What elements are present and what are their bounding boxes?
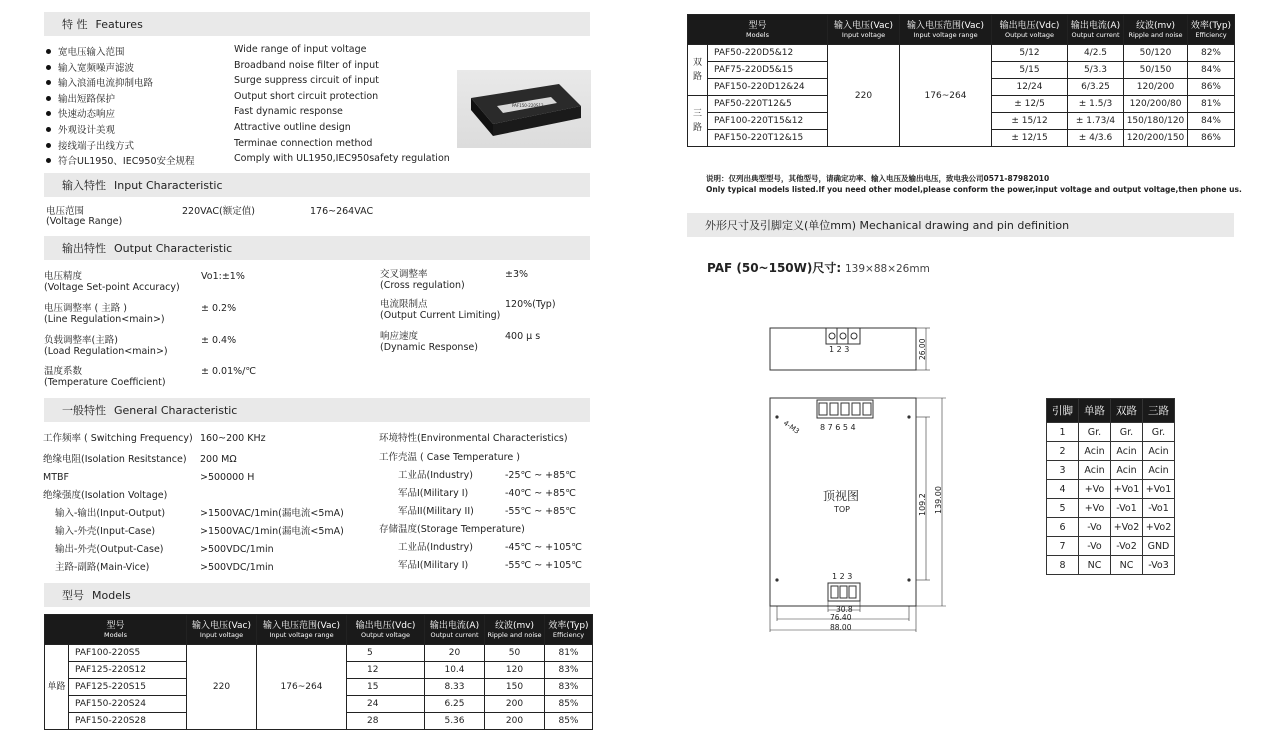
pin-header-cell: 双路	[1111, 399, 1143, 423]
feature-item-cn	[46, 106, 115, 120]
output-current-cell: 5.36	[425, 713, 485, 730]
model-cell: PAF100-220T15&12	[708, 113, 828, 130]
efficiency-cell: 85%	[545, 713, 593, 730]
pin-cell: 8	[1047, 556, 1079, 575]
hdr-model-cn: 型号	[106, 620, 125, 631]
ripple-cell: 120	[485, 662, 545, 679]
ripple-cell: 50/120	[1124, 45, 1188, 62]
pin-cell: 3	[1047, 461, 1079, 480]
output-current-cell: 10.4	[425, 662, 485, 679]
pin-cell: Acin	[1079, 442, 1111, 461]
general-param-value: 200 MΩ	[200, 454, 237, 465]
paf-size-label: PAF (50~150W)尺寸:	[707, 261, 842, 275]
model-cell: PAF125-220S12	[69, 662, 187, 679]
pin-cell: -Vo1	[1143, 499, 1175, 518]
multi-models-header-row	[688, 15, 1235, 45]
pin-cell: +Vo2	[1111, 518, 1143, 537]
output-current-cell: 20	[425, 645, 485, 662]
hdr2-vout-en: Output voltage	[1005, 30, 1054, 39]
pin-cell: Acin	[1143, 442, 1175, 461]
hdr-iout-en: Output current	[430, 630, 479, 639]
hdr-model-en: Models	[104, 630, 127, 639]
general-param-value: -45℃ ~ +105℃	[505, 542, 582, 553]
model-cell: PAF150-220D12&24	[708, 79, 828, 96]
feature-item-cn	[46, 75, 153, 89]
hdr-iout-cn: 输出电流(A)	[429, 620, 480, 631]
pin-cell: NC	[1111, 556, 1143, 575]
side-pin-numbers: 1 2 3	[829, 345, 850, 354]
output-param-value: ± 0.01%/℃	[201, 366, 257, 377]
feature-label-en: Comply with UL1950,IEC950safety regulation	[234, 153, 450, 165]
general-param-value: 160~200 KHz	[200, 433, 266, 444]
hdr-eff-en: Efficiency	[552, 630, 585, 639]
pin-cell: 1	[1047, 423, 1079, 442]
output-param-cn: 响应速度	[380, 331, 419, 342]
pin-definition-table	[1046, 398, 1175, 575]
output-current-cell: 8.33	[425, 679, 485, 696]
model-cell: PAF150-220S24	[69, 696, 187, 713]
feature-item-cn	[46, 44, 125, 58]
output-param-cn: 交叉调整率	[380, 269, 428, 280]
ripple-cell: 50/150	[1124, 62, 1188, 79]
top-pin-numbers: 8 7 6 5 4	[820, 423, 856, 432]
output-param-en: (Cross regulation)	[380, 280, 465, 291]
feature-label-en: Output short circuit protection	[234, 90, 379, 102]
models-section-bar	[44, 583, 590, 607]
general-param-label: 工业品(Industry)	[398, 470, 473, 481]
table-row	[688, 45, 1235, 62]
ripple-cell: 150	[485, 679, 545, 696]
hdr-ripple-en: Ripple and noise	[487, 630, 542, 639]
table-row	[1047, 537, 1175, 556]
mount-hole-bl	[775, 578, 778, 581]
ripple-cell: 200	[485, 696, 545, 713]
dim-30: 30.8	[836, 605, 853, 614]
hdr2-eff-cn: 效率(Typ)	[1190, 20, 1232, 31]
output-param-value: ± 0.2%	[201, 303, 237, 314]
output-title-en: Output Characteristic	[114, 241, 233, 255]
pin-cell: Gr.	[1111, 423, 1143, 442]
dim-26: 26.00	[918, 338, 927, 360]
input-voltage-range-label-en: (Voltage Range)	[46, 216, 123, 227]
feature-label-en: Attractive outline design	[234, 122, 351, 133]
pin-cell: GND	[1143, 537, 1175, 556]
efficiency-cell: 81%	[1188, 96, 1235, 113]
dim-139: 139.00	[934, 486, 943, 514]
general-param-value: >500VDC/1min	[200, 562, 274, 573]
model-cell: PAF125-220S15	[69, 679, 187, 696]
output-param-value: 120%(Typ)	[505, 299, 556, 310]
ripple-cell: 150/180/120	[1124, 113, 1188, 130]
model-cell: PAF100-220S5	[69, 645, 187, 662]
output-current-cell: ± 1.73/4	[1068, 113, 1124, 130]
model-cell: PAF150-220S28	[69, 713, 187, 730]
efficiency-cell: 83%	[545, 662, 593, 679]
general-param-value: >1500VAC/1min(漏电流<5mA)	[200, 508, 344, 519]
bullet-dot-icon	[46, 143, 51, 148]
model-cell: PAF50-220T12&5	[708, 96, 828, 113]
bullet-dot-icon	[46, 158, 51, 163]
feature-label-cn: 快速动态响应	[58, 109, 116, 121]
input-voltage-cell: 220	[187, 645, 257, 730]
input-title-cn: 输入特性	[62, 179, 106, 192]
bullet-dot-icon	[46, 127, 51, 132]
hdr-range-cn: 输入电压范围(Vac)	[263, 620, 340, 631]
table-row	[1047, 480, 1175, 499]
output-voltage-cell: 28	[347, 713, 425, 730]
mount-hole-label: 4-M3	[781, 419, 801, 436]
output-voltage-cell: 12	[347, 662, 425, 679]
output-param-value: ±3%	[505, 269, 529, 280]
hdr2-model-en: Models	[746, 30, 769, 39]
pin-cell: 7	[1047, 537, 1079, 556]
pin-cell: Acin	[1111, 461, 1143, 480]
group-label: 单路	[45, 645, 69, 730]
general-param-value: -55℃ ~ +105℃	[505, 560, 582, 571]
pin-cell: -Vo1	[1111, 499, 1143, 518]
pin-cell: 4	[1047, 480, 1079, 499]
ripple-cell: 120/200/150	[1124, 130, 1188, 147]
model-cell: PAF150-220T12&15	[708, 130, 828, 147]
output-param-en: (Voltage Set-point Accuracy)	[44, 282, 180, 293]
hdr2-range-en: Input voltage range	[913, 30, 978, 39]
model-cell: PAF75-220D5&15	[708, 62, 828, 79]
feature-label-cn: 输入宽频噪声滤波	[58, 62, 135, 74]
feature-label-en: Fast dynamic response	[234, 106, 343, 118]
feature-label-cn: 接线端子出线方式	[58, 140, 135, 152]
general-param-label: 工作壳温 ( Case Temperature )	[379, 452, 520, 463]
pin-header-cell: 单路	[1079, 399, 1111, 423]
output-current-cell: 4/2.5	[1068, 45, 1124, 62]
hdr-vout-cn: 输出电压(Vdc)	[355, 620, 416, 631]
general-param-label: 输入-输出(Input-Output)	[55, 508, 166, 519]
output-current-cell: 6.25	[425, 696, 485, 713]
output-current-cell: ± 4/3.6	[1068, 130, 1124, 147]
output-param-cn: 电压精度	[44, 271, 83, 282]
output-param-en: (Load Regulation<main>)	[44, 346, 168, 357]
efficiency-cell: 86%	[1188, 130, 1235, 147]
feature-label-en: Wide range of input voltage	[234, 44, 367, 55]
pin-cell: +Vo2	[1143, 518, 1175, 537]
mount-hole-tr	[907, 415, 910, 418]
hdr2-model-cn: 型号	[748, 20, 767, 31]
efficiency-cell: 84%	[1188, 113, 1235, 130]
mount-hole-tl	[775, 415, 778, 418]
hdr-vin-cn: 输入电压(Vac)	[192, 620, 251, 631]
general-param-value: -25℃ ~ +85℃	[505, 470, 576, 481]
hdr2-ripple-en: Ripple and noise	[1128, 30, 1183, 39]
general-param-label: 军品I(Military I)	[398, 488, 469, 499]
pin-cell: +Vo	[1079, 499, 1111, 518]
output-param-value: Vo1:±1%	[201, 271, 245, 282]
efficiency-cell: 81%	[545, 645, 593, 662]
hdr2-vin-cn: 输入电压(Vac)	[834, 20, 893, 31]
output-param-value: 400 μ s	[505, 331, 541, 342]
feature-label-cn: 宽电压输入范围	[58, 47, 125, 58]
hdr2-eff-en: Efficiency	[1195, 30, 1227, 39]
output-voltage-cell: 5	[347, 645, 425, 662]
product-photo-label: PAF150-220S12	[512, 103, 544, 108]
output-voltage-cell: 5/12	[992, 45, 1068, 62]
ripple-cell: 200	[485, 713, 545, 730]
features-title-en: Features	[95, 17, 143, 31]
hdr-ripple-cn: 纹波(mv)	[494, 620, 535, 631]
hdr2-iout-cn: 输出电流(A)	[1070, 20, 1121, 31]
pin-cell: -Vo	[1079, 537, 1111, 556]
efficiency-cell: 83%	[545, 679, 593, 696]
input-range-cell: 176~264	[900, 45, 992, 147]
general-param-value: >1500VAC/1min(漏电流<5mA)	[200, 526, 344, 537]
bullet-dot-icon	[46, 111, 51, 116]
feature-label-cn: 符合UL1950、IEC950安全规程	[58, 156, 195, 168]
mount-hole-br	[907, 578, 910, 581]
hdr-eff-cn: 效率(Typ)	[548, 620, 589, 631]
general-param-label: 输入-外壳(Input-Case)	[55, 526, 156, 537]
hdr-vin-en: Input voltage	[199, 630, 244, 639]
output-param-en: (Output Current Limiting)	[380, 310, 501, 321]
input-range-cell: 176~264	[257, 645, 347, 730]
table-row	[1047, 442, 1175, 461]
hdr2-ripple-cn: 纹波(mv)	[1135, 20, 1176, 31]
feature-item-cn	[46, 122, 115, 136]
pin-cell: +Vo1	[1111, 480, 1143, 499]
model-cell: PAF50-220D5&12	[708, 45, 828, 62]
feature-label-cn: 外观设计美观	[58, 125, 116, 136]
feature-label-en: Surge suppress circuit of input	[234, 75, 379, 87]
paf-size-value: 139×88×26mm	[845, 263, 930, 275]
top-view-label-cn: 顶视图	[823, 489, 860, 503]
top-view-label-en: TOP	[834, 505, 851, 514]
general-param-label: MTBF	[43, 472, 69, 483]
hdr-range-en: Input voltage range	[269, 630, 334, 639]
output-param-cn: 温度系数	[44, 366, 83, 377]
input-rated-value: 220VAC(额定值)	[182, 206, 255, 217]
group-label: 双路	[688, 45, 708, 96]
feature-item-cn	[46, 138, 134, 152]
general-param-label: 绝缘强度(Isolation Voltage)	[43, 490, 168, 501]
output-voltage-cell: ± 12/5	[992, 96, 1068, 113]
output-voltage-cell: ± 12/15	[992, 130, 1068, 147]
side-terminal-block	[826, 328, 860, 344]
output-current-cell: ± 1.5/3	[1068, 96, 1124, 113]
pin-cell: 6	[1047, 518, 1079, 537]
ripple-cell: 120/200	[1124, 79, 1188, 96]
general-param-label: 环境特性(Environmental Characteristics)	[379, 433, 568, 444]
pin-cell: Acin	[1143, 461, 1175, 480]
output-voltage-cell: 15	[347, 679, 425, 696]
hdr2-range-cn: 输入电压范围(Vac)	[907, 20, 984, 31]
mechanical-drawing	[760, 320, 960, 640]
dim-76: 76.40	[830, 613, 852, 622]
features-section-bar	[44, 12, 590, 36]
pin-cell: NC	[1079, 556, 1111, 575]
general-param-label: 主路-副路(Main-Vice)	[55, 562, 150, 573]
pin-header-cell: 引脚	[1047, 399, 1079, 423]
hdr-vout-en: Output voltage	[361, 630, 410, 639]
top-terminals	[819, 403, 871, 415]
pin-table-header	[1047, 399, 1175, 423]
pin-cell: +Vo1	[1143, 480, 1175, 499]
ripple-cell: 120/200/80	[1124, 96, 1188, 113]
general-param-label: 绝缘电阻(Isolation Resitstance)	[43, 454, 187, 465]
pin-header-cell: 三路	[1143, 399, 1175, 423]
general-param-label: 工作频率 ( Switching Frequency)	[43, 433, 193, 444]
pin-cell: Gr.	[1079, 423, 1111, 442]
pin-cell: Acin	[1079, 461, 1111, 480]
single-models-header-row	[45, 615, 593, 645]
hdr2-vin-en: Input voltage	[841, 30, 886, 39]
models-title-cn: 型号	[62, 589, 84, 602]
models-note-en: Only typical models listed.If you need other model,please conform the power,input voltage and output voltage,then phone us.	[706, 185, 1242, 194]
models-title-en: Models	[92, 588, 131, 602]
general-param-value: >500VDC/1min	[200, 544, 274, 555]
table-row	[1047, 518, 1175, 537]
ripple-cell: 50	[485, 645, 545, 662]
bullet-dot-icon	[46, 49, 51, 54]
output-param-en: (Temperature Coefficient)	[44, 377, 166, 388]
efficiency-cell: 85%	[545, 696, 593, 713]
bullet-dot-icon	[46, 65, 51, 70]
output-voltage-cell: ± 15/12	[992, 113, 1068, 130]
pin-cell: -Vo3	[1143, 556, 1175, 575]
mech-section-bar	[687, 213, 1234, 237]
pin-cell: +Vo	[1079, 480, 1111, 499]
feature-label-en: Terminae connection method	[234, 137, 373, 149]
general-param-value: -55℃ ~ +85℃	[505, 506, 576, 517]
output-voltage-cell: 24	[347, 696, 425, 713]
hdr2-vout-cn: 输出电压(Vdc)	[999, 20, 1060, 31]
input-range-value: 176~264VAC	[310, 206, 374, 217]
paf-size-line	[707, 259, 930, 276]
output-param-en: (Line Regulation<main>)	[44, 314, 165, 325]
general-param-value: -40℃ ~ +85℃	[505, 488, 576, 499]
feature-item-cn	[46, 60, 134, 74]
general-param-label: 存储温度(Storage Temperature)	[379, 524, 525, 535]
single-models-table	[44, 614, 593, 730]
table-row	[1047, 461, 1175, 480]
input-voltage-cell: 220	[828, 45, 900, 147]
general-param-label: 输出-外壳(Output-Case)	[55, 544, 164, 555]
output-param-cn: 负载调整率(主路)	[44, 335, 118, 346]
general-param-label: 工业品(Industry)	[398, 542, 473, 553]
table-row	[45, 645, 593, 662]
feature-item-cn	[46, 91, 115, 105]
output-voltage-cell: 5/15	[992, 62, 1068, 79]
output-param-cn: 电压调整率 ( 主路 )	[44, 303, 127, 314]
table-row	[1047, 423, 1175, 442]
bullet-dot-icon	[46, 96, 51, 101]
bottom-pin-numbers: 1 2 3	[832, 572, 853, 581]
output-param-en: (Dynamic Response)	[380, 342, 478, 353]
pin-cell: -Vo2	[1111, 537, 1143, 556]
pin-cell: 5	[1047, 499, 1079, 518]
power-module-image	[457, 70, 591, 148]
efficiency-cell: 82%	[1188, 45, 1235, 62]
output-section-bar	[44, 236, 590, 260]
models-note-cn: 说明：仅列出典型型号，其他型号，请确定功率、输入电压及输出电压，致电我公司0571-87982010	[706, 174, 1050, 183]
general-param-label: 军品II(Military II)	[398, 506, 474, 517]
general-param-label: 军品I(Military I)	[398, 560, 469, 571]
mech-title: 外形尺寸及引脚定义(单位mm) Mechanical drawing and pin definition	[705, 219, 1070, 232]
multi-models-table	[687, 14, 1235, 147]
feature-label-en: Broadband noise filter of input	[234, 59, 379, 71]
input-section-bar	[44, 173, 590, 197]
general-section-bar	[44, 398, 590, 422]
pin-cell: Gr.	[1143, 423, 1175, 442]
pin-cell: Acin	[1111, 442, 1143, 461]
pin-cell: 2	[1047, 442, 1079, 461]
feature-label-cn: 输入浪涌电流抑制电路	[58, 78, 154, 90]
pin-cell: -Vo	[1079, 518, 1111, 537]
feature-label-cn: 输出短路保护	[58, 93, 116, 105]
output-param-value: ± 0.4%	[201, 335, 237, 346]
efficiency-cell: 84%	[1188, 62, 1235, 79]
general-param-value: >500000 H	[200, 472, 255, 483]
output-voltage-cell: 12/24	[992, 79, 1068, 96]
output-param-cn: 电流限制点	[380, 299, 428, 310]
features-title-cn: 特 性	[62, 18, 88, 31]
bullet-dot-icon	[46, 80, 51, 85]
output-current-cell: 5/3.3	[1068, 62, 1124, 79]
dim-88: 88.00	[830, 623, 852, 632]
feature-item-cn	[46, 153, 195, 167]
input-voltage-range-label-cn: 电压范围	[46, 206, 85, 217]
dim-109: 109.2	[918, 493, 927, 516]
output-title-cn: 输出特性	[62, 242, 106, 255]
output-current-cell: 6/3.25	[1068, 79, 1124, 96]
input-title-en: Input Characteristic	[114, 178, 223, 192]
table-row	[1047, 499, 1175, 518]
general-title-en: General Characteristic	[114, 403, 238, 417]
product-photo	[457, 70, 591, 148]
efficiency-cell: 86%	[1188, 79, 1235, 96]
group-label: 三路	[688, 96, 708, 147]
table-row	[1047, 556, 1175, 575]
hdr2-iout-en: Output current	[1071, 30, 1120, 39]
general-title-cn: 一般特性	[62, 404, 106, 417]
